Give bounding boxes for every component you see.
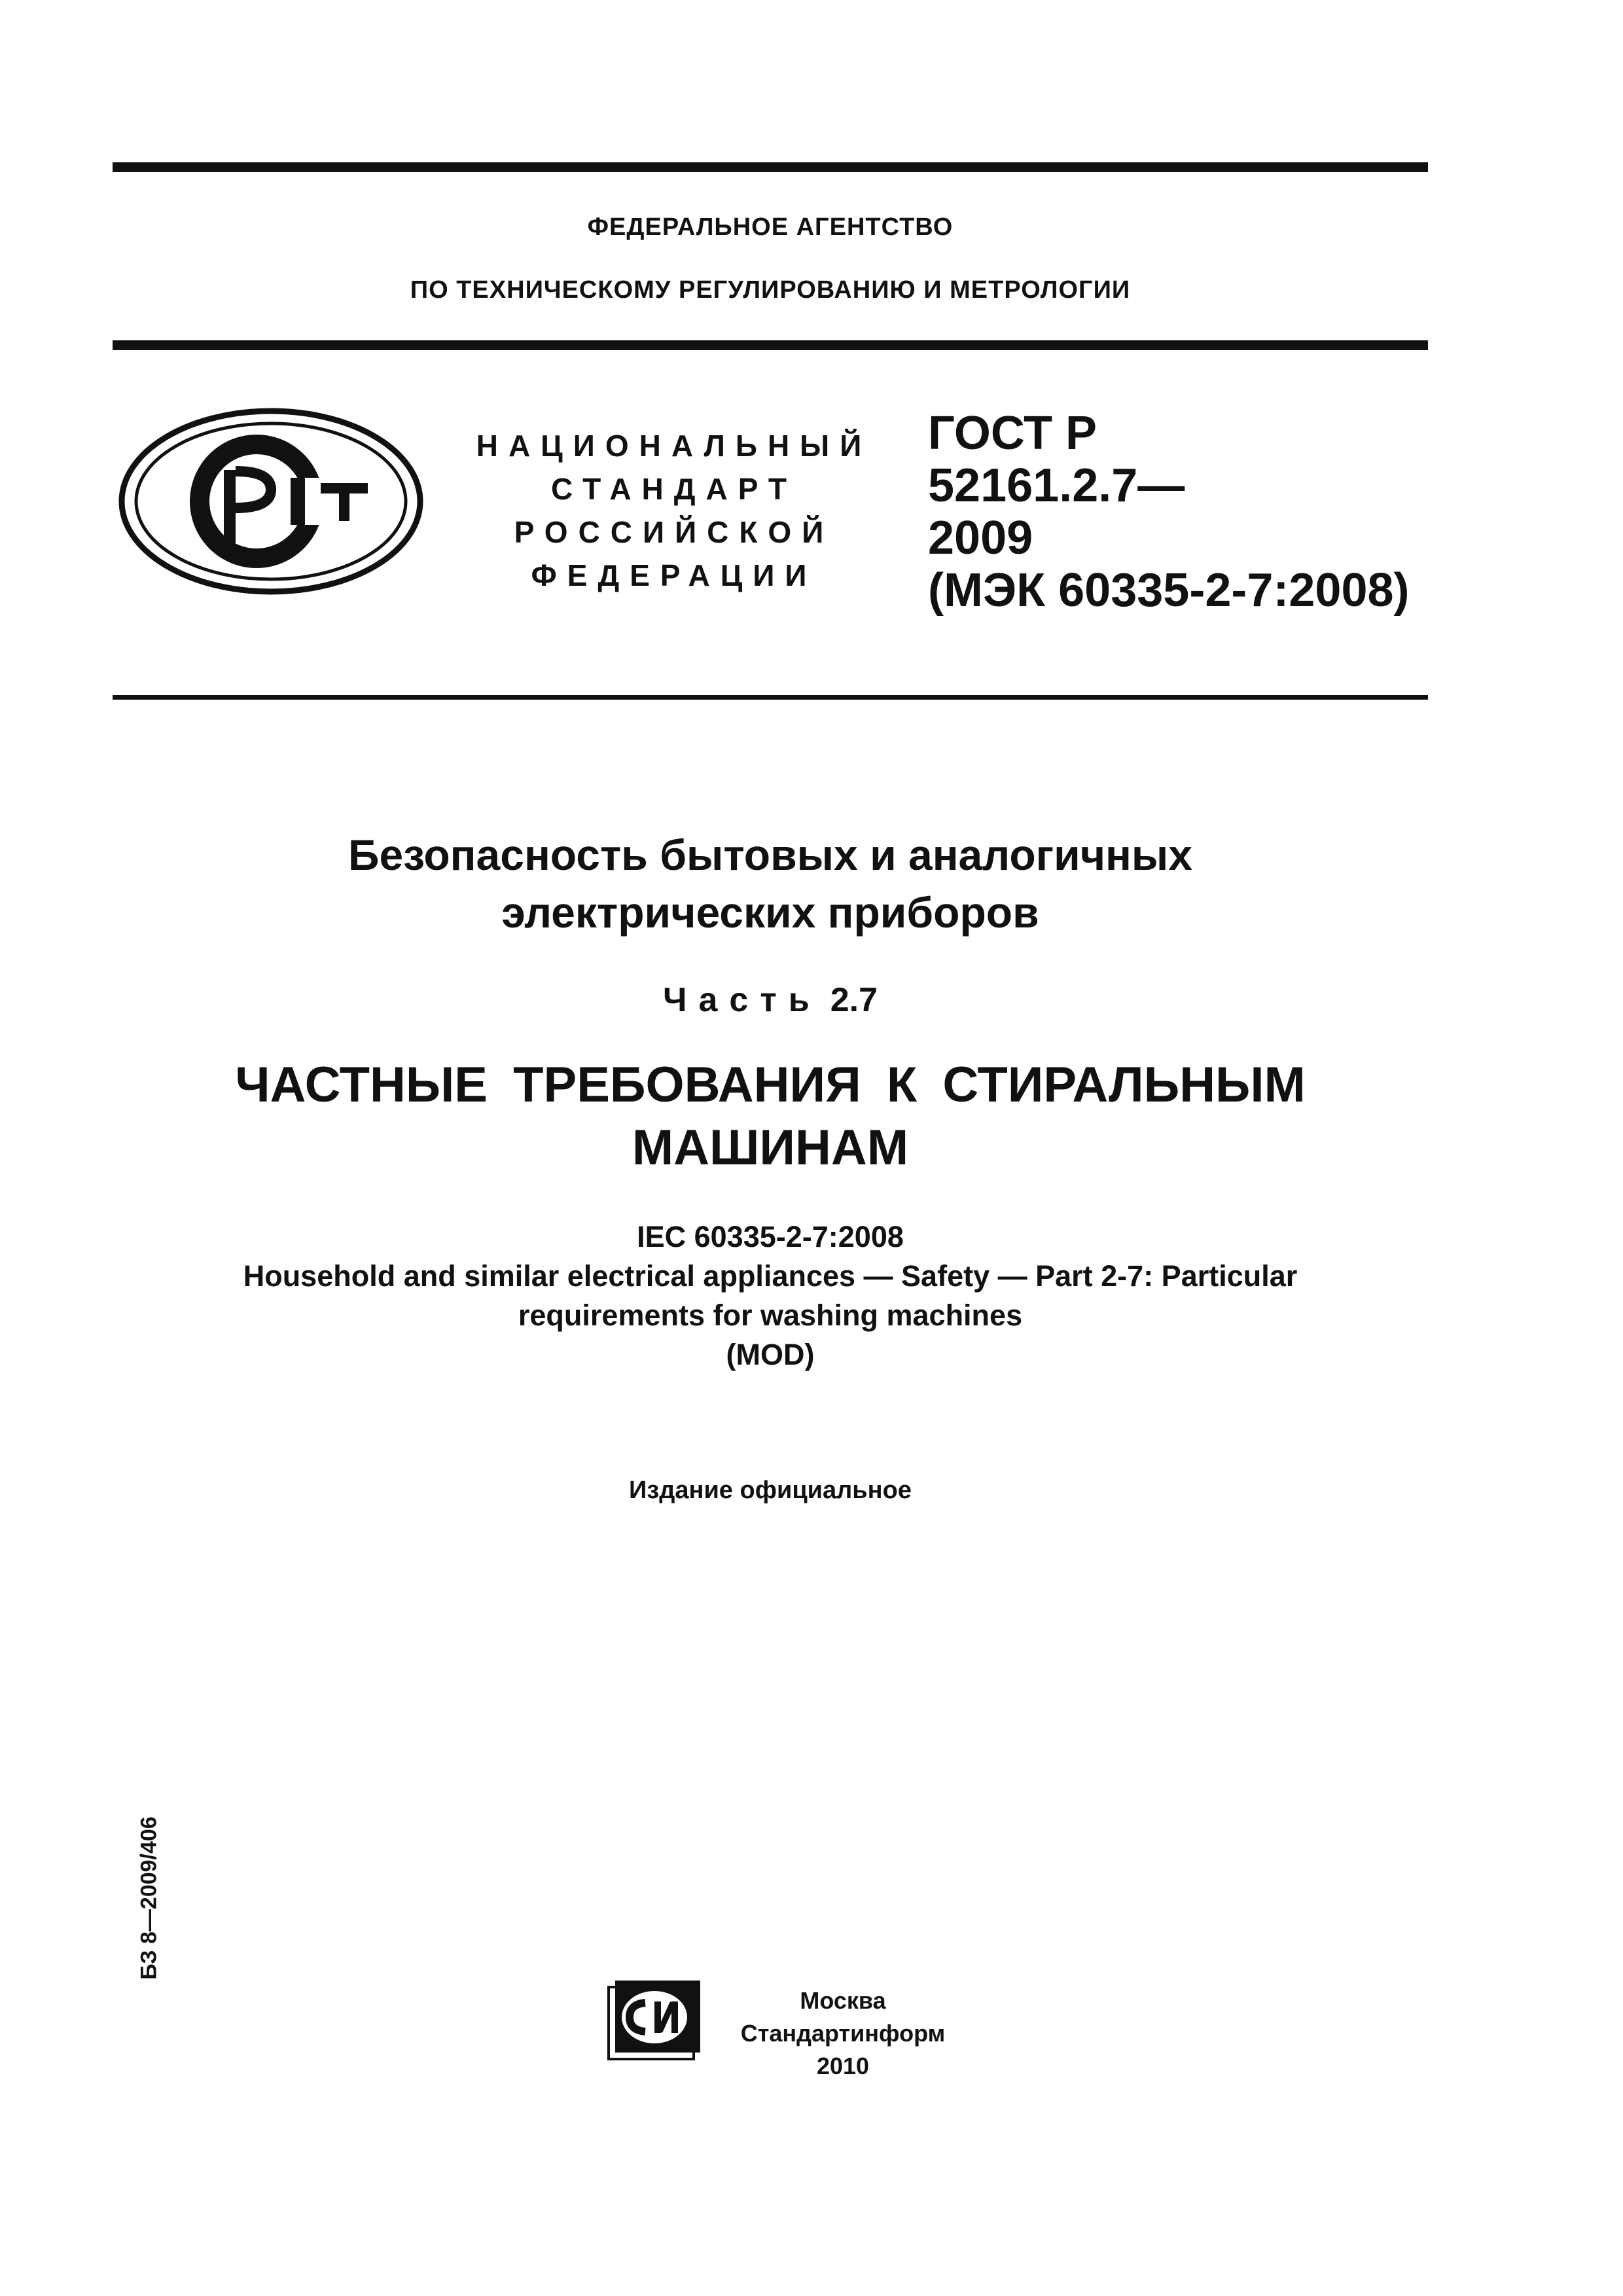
national-standard-label bbox=[452, 424, 897, 597]
national-line-3: РОССИЙСКОЙ bbox=[514, 515, 834, 549]
standard-line-4: (МЭК 60335-2-7:2008) bbox=[928, 564, 1410, 617]
gost-emblem-icon bbox=[116, 406, 425, 597]
iec-line-4: (MOD) bbox=[726, 1338, 815, 1371]
document-subtitle bbox=[113, 1054, 1428, 1179]
standard-line-2: 52161.2.7— bbox=[928, 459, 1185, 512]
national-line-4: ФЕДЕРАЦИИ bbox=[531, 558, 817, 592]
imprint-publisher: Стандартинформ bbox=[740, 2020, 946, 2047]
agency-line-2: ПО ТЕХНИЧЕСКОМУ РЕГУЛИРОВАНИЮ И МЕТРОЛОГИИ bbox=[410, 276, 1131, 304]
imprint bbox=[725, 1984, 961, 2083]
part-label bbox=[113, 980, 1428, 1020]
title-line-1: Безопасность бытовых и аналогичных bbox=[348, 831, 1192, 879]
side-code: БЗ 8—2009/406 bbox=[136, 1816, 162, 1980]
standard-designation bbox=[928, 407, 1410, 617]
agency-line-1: ФЕДЕРАЛЬНОЕ АГЕНТСТВО bbox=[587, 213, 954, 241]
edition-label: Издание официальное bbox=[629, 1477, 912, 1504]
subtitle-line-2: МАШИНАМ bbox=[632, 1120, 909, 1175]
document-title bbox=[113, 826, 1428, 941]
imprint-year: 2010 bbox=[816, 2053, 870, 2079]
title-line-2: электрических приборов bbox=[501, 888, 1039, 937]
header-bottom-rule bbox=[113, 340, 1428, 350]
standard-line-1: ГОСТ Р bbox=[928, 407, 1097, 459]
standartinform-logo-icon bbox=[606, 1978, 703, 2062]
part-number: 2.7 bbox=[830, 981, 878, 1019]
standard-line-3: 2009 bbox=[928, 512, 1033, 564]
imprint-city: Москва bbox=[800, 1987, 886, 2014]
national-line-1: НАЦИОНАЛЬНЫЙ bbox=[476, 429, 872, 463]
iec-line-3: requirements for washing machines bbox=[518, 1299, 1023, 1332]
top-rule bbox=[113, 162, 1428, 172]
iec-reference bbox=[113, 1217, 1428, 1374]
designation-bottom-rule bbox=[113, 695, 1428, 700]
iec-line-1: IEC 60335-2-7:2008 bbox=[637, 1220, 904, 1253]
subtitle-line-1: ЧАСТНЫЕ ТРЕБОВАНИЯ К СТИРАЛЬНЫМ bbox=[235, 1057, 1306, 1113]
national-line-2: СТАНДАРТ bbox=[551, 472, 797, 506]
part-word: Часть bbox=[662, 981, 821, 1019]
iec-line-2: Household and similar electrical appliances — Safety — Part 2-7: Particular bbox=[243, 1259, 1298, 1293]
